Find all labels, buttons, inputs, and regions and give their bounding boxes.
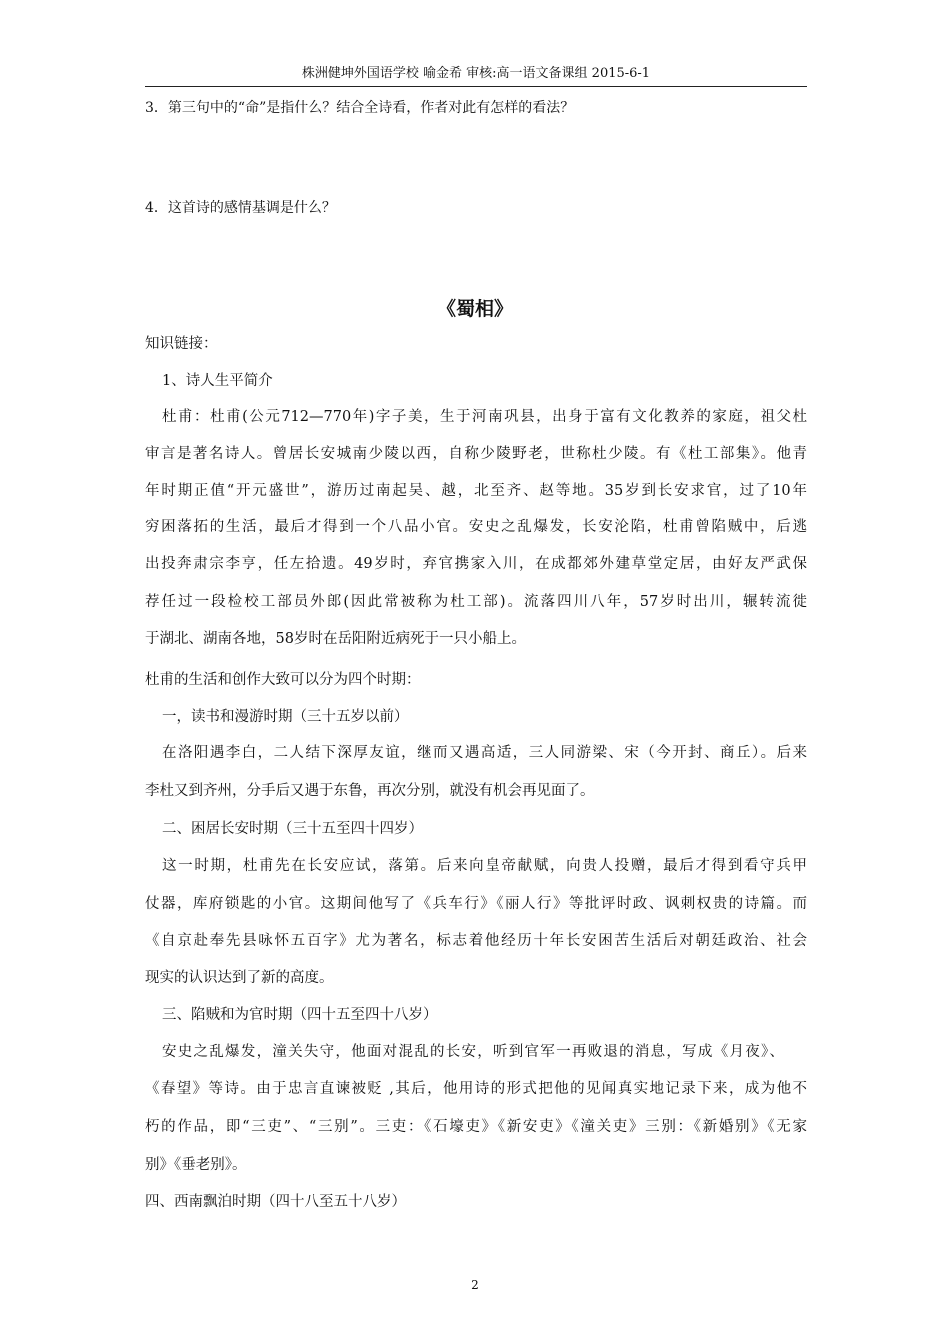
period-3-line: 朽的作品，即“三吏”、“三别”。三吏：《石壕吏》《新安吏》《潼关吏》三别：《新婚别》《无家 <box>145 1119 807 1135</box>
bio-line: 于湖北、湖南各地，58岁时在岳阳附近病死于一只小船上。 <box>145 631 526 647</box>
heading-bio: 1、诗人生平简介 <box>162 373 273 389</box>
section-title: 《蜀相》 <box>436 298 513 320</box>
period-3-line: 别》《垂老别》。 <box>145 1157 247 1173</box>
bio-line: 审言是著名诗人。曾居长安城南少陵以西，自称少陵野老，世称杜少陵。有《杜工部集》。他青 <box>145 446 807 462</box>
period-2-line: 《自京赴奉先县咏怀五百字》尤为著名，标志着他经历十年长安困苦生活后对朝廷政治、社会 <box>145 933 807 949</box>
period-2-title: 二、困居长安时期（三十五至四十四岁） <box>162 821 423 837</box>
period-1-line: 李杜又到齐州，分手后又遇于东鲁，再次分别，就没有机会再见面了。 <box>145 783 595 799</box>
period-3-line: 《春望》等诗。由于忠言直谏被贬 ,其后，他用诗的形式把他的见闻真实地记录下来，成为他不 <box>145 1081 807 1097</box>
bio-line: 穷困落拓的生活，最后才得到一个八品小官。安史之乱爆发，长安沦陷，杜甫曾陷贼中，后逃 <box>145 519 807 535</box>
bio-line: 年时期正值“开元盛世”，游历过南起吴、越，北至齐、赵等地。35岁到长安求官，过了10年 <box>145 483 807 499</box>
question-4: 4．这首诗的感情基调是什么？ <box>145 200 336 216</box>
period-2-line: 现实的认识达到了新的高度。 <box>145 970 334 986</box>
period-2-line: 这一时期，杜甫先在长安应试，落第。后来向皇帝献赋，向贵人投赠，最后才得到看守兵甲 <box>162 858 807 874</box>
bio-line: 出投奔肃宗李亨，任左拾遗。49岁时，弃官携家入川，在成都郊外建草堂定居，由好友严武保 <box>145 556 807 572</box>
periods-intro: 杜甫的生活和创作大致可以分为四个时期： <box>145 672 421 688</box>
knowledge-link-label: 知识链接： <box>145 336 218 352</box>
bio-line: 杜甫：杜甫(公元712—770年)字子美，生于河南巩县，出身于富有文化教养的家庭，祖父杜 <box>162 409 807 425</box>
period-1-title: 一，读书和漫游时期（三十五岁以前） <box>162 709 409 725</box>
bio-line: 荐任过一段检校工部员外郎(因此常被称为杜工部)。流落四川八年，57岁时出川，辗转流徙 <box>145 594 807 610</box>
period-3-title: 三、陷贼和为官时期（四十五至四十八岁） <box>162 1007 438 1023</box>
page-header: 株洲健坤外国语学校 喻金希 审核:高一语文备课组 2015-6-1 <box>145 64 807 87</box>
period-3-line: 安史之乱爆发，潼关失守，他面对混乱的长安，听到官军一再败退的消息，写成《月夜》、 <box>162 1044 784 1060</box>
period-2-line: 仗器，库府锁匙的小官。这期间他写了《兵车行》《丽人行》等批评时政、讽刺权贵的诗篇。而 <box>145 896 807 912</box>
page-number: 2 <box>471 1278 479 1292</box>
period-4-title: 四、西南飘泊时期（四十八至五十八岁） <box>145 1194 406 1210</box>
period-1-line: 在洛阳遇李白，二人结下深厚友谊，继而又遇高适，三人同游梁、宋（今开封、商丘）。后来 <box>162 745 807 761</box>
question-3: 3．第三句中的“命”是指什么？结合全诗看，作者对此有怎样的看法？ <box>145 100 575 116</box>
